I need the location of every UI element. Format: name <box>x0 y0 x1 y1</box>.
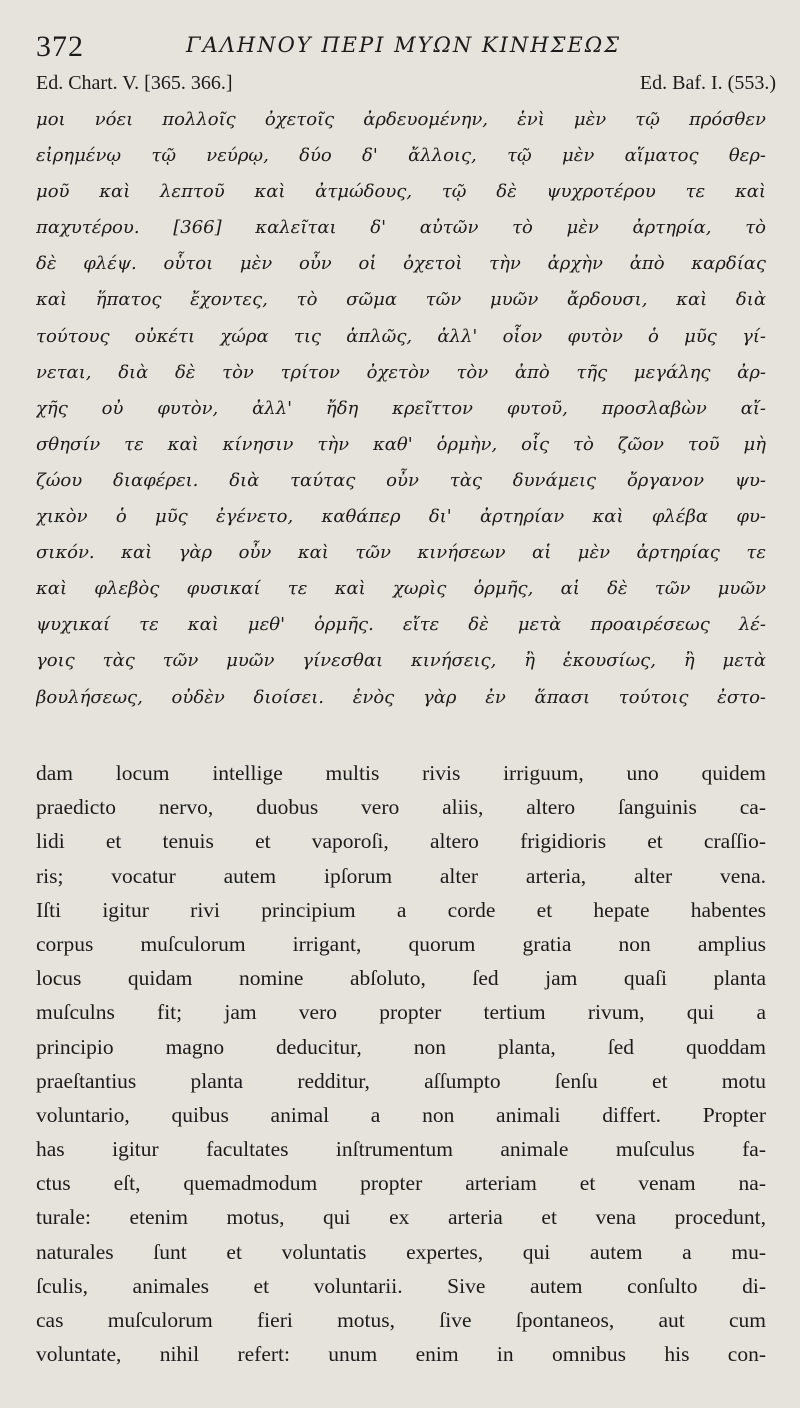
greek-line: καὶ ἥπατος ἔχοντες, τὸ σῶμα τῶν μυῶν ἄρδουσι, καὶ διὰ <box>36 289 766 311</box>
greek-line: μοι νόει πολλοῖς ὀχετοῖς ἀρδευομένην, ἑνὶ μὲν τῷ πρόσθεν <box>36 109 766 130</box>
latin-line: muſculns fit; jam vero propter tertium rivum, qui a <box>36 1000 766 1025</box>
greek-line: καὶ φλεβὸς φυσικαί τε καὶ χωρὶς ὁρμῆς, αἱ δὲ τῶν μυῶν <box>36 578 766 600</box>
latin-line: ris; vocatur autem ipſorum alter arteria, alter vena. <box>36 863 766 888</box>
latin-line: corpus muſculorum irrigant, quorum gratia non amplius <box>36 931 766 956</box>
greek-line: ζώου διαφέρει. διὰ ταύτας οὖν τὰς δυνάμεις ὄργανον ψυ- <box>36 469 766 491</box>
latin-line: principio magno deducitur, non planta, ſed quoddam <box>36 1034 766 1059</box>
latin-line: dam locum intellige multis rivis irriguum, uno quidem <box>36 761 766 785</box>
greek-line: γοις τὰς τῶν μυῶν γίνεσθαι κινήσεις, ἢ ἑκουσίως, ἢ μετὰ <box>36 650 766 672</box>
latin-line: turale: etenim motus, qui ex arteria et vena procedunt, <box>36 1205 766 1230</box>
greek-line: μοῦ καὶ λεπτοῦ καὶ ἀτμώδους, τῷ δὲ ψυχροτέρου τε καὶ <box>36 181 766 203</box>
latin-line: Iſti igitur rivi principium a corde et hepate habentes <box>36 897 766 922</box>
latin-line: naturales ſunt et voluntatis expertes, qui autem a mu- <box>36 1239 766 1264</box>
edition-reference-line <box>36 72 776 98</box>
greek-line: τούτους οὐκέτι χώρα τις ἁπλῶς, ἀλλ' οἷον φυτὸν ὁ μῦς γί- <box>36 325 766 347</box>
greek-line: βουλήσεως, οὐδὲν διοίσει. ἑνὸς γὰρ ἐν ἅπασι τούτοις ἐστο- <box>36 686 766 708</box>
latin-line: locus quidam nomine abſoluto, ſed jam quaſi planta <box>36 966 766 991</box>
greek-line: δὲ φλέψ. οὗτοι μὲν οὖν οἱ ὀχετοὶ τὴν ἀρχὴν ἀπὸ καρδίας <box>36 253 766 275</box>
latin-line: praeſtantius planta redditur, aſſumpto ſenſu et motu <box>36 1068 766 1093</box>
greek-line: σθησίν τε καὶ κίνησιν τὴν καθ' ὁρμὴν, οἷς τὸ ζῶον τοῦ μὴ <box>36 433 766 455</box>
greek-line: σικόν. καὶ γὰρ οὖν καὶ τῶν κινήσεων αἱ μὲν ἀρτηρίας τε <box>36 542 766 564</box>
latin-line: lidi et tenuis et vaporoſi, altero frigidioris et craſſio- <box>36 829 766 854</box>
greek-line: παχυτέρου. [366] καλεῖται δ' αὐτῶν τὸ μὲν ἀρτηρία, τὸ <box>36 217 766 239</box>
greek-line: ψυχικαί τε καὶ μεθ' ὁρμῆς. εἴτε δὲ μετὰ προαιρέσεως λέ- <box>36 614 766 636</box>
edition-reference-basel: Ed. Baf. I. (553.) <box>639 72 776 94</box>
running-title: ΓΑΛΗΝΟΥ ΠΕΡΙ ΜΥΩΝ ΚΙΝΗΣΕΩΣ <box>186 33 622 57</box>
latin-line: praedicto nervo, duobus vero aliis, altero ſanguinis ca- <box>36 795 766 820</box>
greek-line: χικὸν ὁ μῦς ἐγένετο, καθάπερ δι' ἀρτηρίαν καὶ φλέβα φυ- <box>36 506 766 528</box>
latin-line: voluntate, nihil refert: unum enim in omnibus his con- <box>36 1342 766 1367</box>
greek-line: εἰρημένῳ τῷ νεύρῳ, δύο δ' ἄλλοις, τῷ μὲν αἵματος θερ- <box>36 145 766 167</box>
greek-text-block <box>36 102 766 716</box>
edition-reference-chartier: Ed. Chart. V. [365. 366.] <box>36 72 233 94</box>
latin-text-block <box>36 756 766 1371</box>
page-number: 372 <box>36 30 84 63</box>
latin-line: ſculis, animales et voluntarii. Sive autem conſulto di- <box>36 1273 766 1298</box>
greek-line: νεται, διὰ δὲ τὸν τρίτον ὀχετὸν τὸν ἀπὸ τῆς μεγάλης ἀρ- <box>36 361 766 383</box>
running-head <box>36 26 776 66</box>
latin-line: cas muſculorum fieri motus, ſive ſpontaneos, aut cum <box>36 1308 766 1332</box>
latin-line: has igitur facultates inſtrumentum animale muſculus fa- <box>36 1137 766 1162</box>
greek-line: χῆς οὐ φυτὸν, ἀλλ' ἤδη κρεῖττον φυτοῦ, προσλαβὼν αἴ- <box>36 397 766 419</box>
latin-line: voluntario, quibus animal a non animali differt. Propter <box>36 1102 766 1127</box>
latin-line: ctus eſt, quemadmodum propter arteriam et venam na- <box>36 1171 766 1196</box>
